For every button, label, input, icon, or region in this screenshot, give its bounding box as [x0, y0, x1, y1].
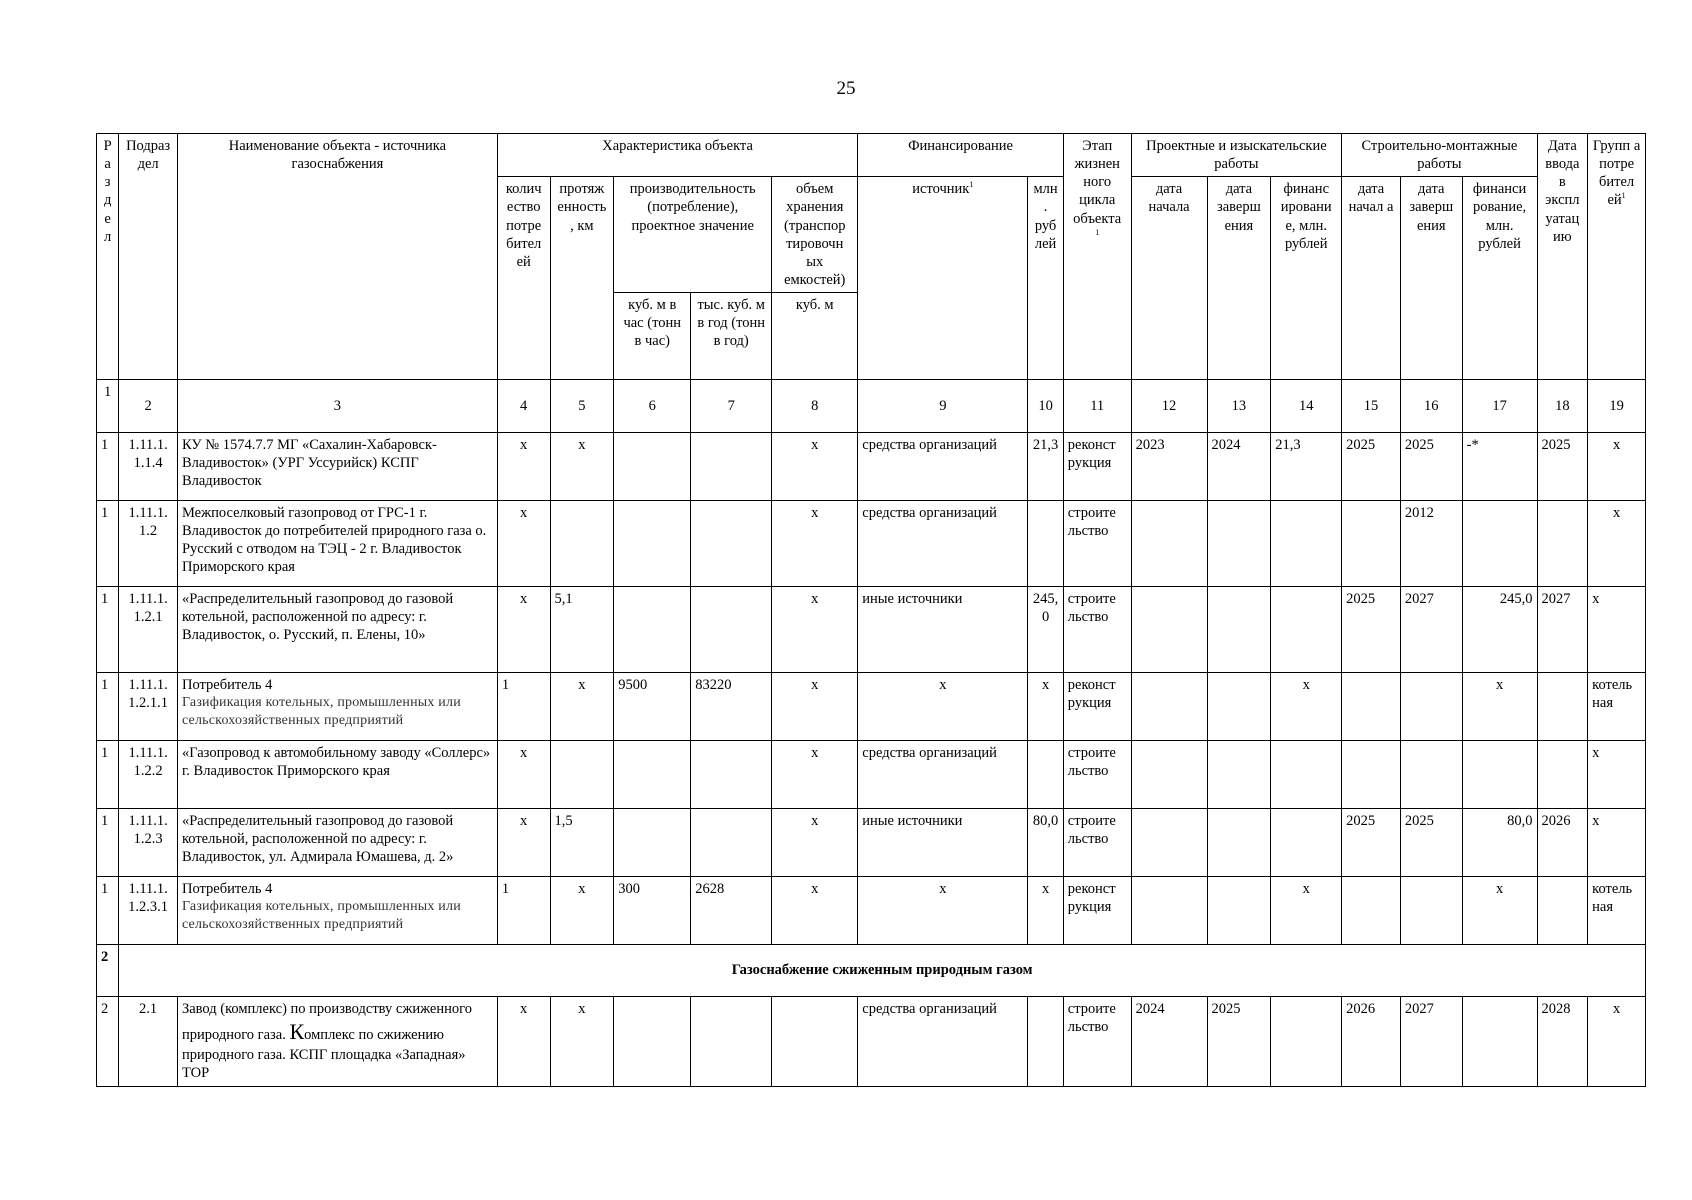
- cell-construction-start: [1342, 877, 1401, 945]
- cell-construction-start: 2025: [1342, 433, 1401, 501]
- table-row: [97, 809, 1646, 877]
- cell-construction-start: [1342, 741, 1401, 809]
- cell-construction-end: 2025: [1400, 433, 1462, 501]
- cell-commissioning: [1537, 501, 1588, 587]
- cell-per-year: [691, 433, 772, 501]
- cell-design-financing: 21,3: [1271, 433, 1342, 501]
- cell-mln: x: [1028, 673, 1063, 741]
- cell-subsection: 1.11.1. 1.2.3: [119, 809, 178, 877]
- cell-design-end: [1207, 673, 1271, 741]
- table-row: [97, 877, 1646, 945]
- header-construction-financing: финанси рование, млн. рублей: [1462, 177, 1537, 380]
- table-row: [97, 433, 1646, 501]
- cell-storage: x: [772, 587, 858, 673]
- column-number: 12: [1131, 380, 1207, 433]
- cell-source: средства организаций: [858, 997, 1028, 1087]
- object-name-part-1: Завод (комплекс) по производству сжиженного природного газа.: [181, 1001, 472, 1044]
- cell-design-financing: [1271, 587, 1342, 673]
- cell-construction-end: 2027: [1400, 997, 1462, 1087]
- cell-design-start: [1131, 501, 1207, 587]
- cell-per-hour: 300: [614, 877, 691, 945]
- cell-consumers: x: [497, 997, 550, 1087]
- cell-construction-start: [1342, 673, 1401, 741]
- cell-construction-end: [1400, 741, 1462, 809]
- cell-mln: [1028, 997, 1063, 1087]
- cell-design-financing: [1271, 997, 1342, 1087]
- column-number: 19: [1588, 380, 1646, 433]
- cell-per-hour: [614, 741, 691, 809]
- cell-object-name: [177, 877, 497, 945]
- cell-mln: 80,0: [1028, 809, 1063, 877]
- cell-group: x: [1588, 501, 1646, 587]
- cell-design-financing: [1271, 501, 1342, 587]
- cell-mln: x: [1028, 877, 1063, 945]
- cell-stage: строите льство: [1063, 809, 1131, 877]
- cell-section: 2: [97, 997, 119, 1087]
- cell-commissioning: 2026: [1537, 809, 1588, 877]
- cell-group: x: [1588, 997, 1646, 1087]
- cell-construction-end: 2027: [1400, 587, 1462, 673]
- header-storage-volume: объем хранения (транспор тировочн ых емкостей): [772, 177, 858, 293]
- cell-storage: x: [772, 741, 858, 809]
- header-group-sup: 1: [1621, 191, 1626, 201]
- column-number: 2: [119, 380, 178, 433]
- cell-commissioning: [1537, 673, 1588, 741]
- cell-design-start: [1131, 673, 1207, 741]
- cell-mln: [1028, 501, 1063, 587]
- cell-design-end: 2024: [1207, 433, 1271, 501]
- cell-design-start: 2024: [1131, 997, 1207, 1087]
- table-row: [97, 501, 1646, 587]
- header-characteristics: Характеристика объекта: [497, 134, 857, 177]
- cell-subsection: 1.11.1. 1.1.4: [119, 433, 178, 501]
- cell-object-name: «Распределительный газопровод до газовой котельной, расположенной по адресу: г. Владивосток, ул. Адмирала Юмашева, д. 2»: [177, 809, 497, 877]
- cell-section: 1: [97, 587, 119, 673]
- cell-consumers: x: [497, 433, 550, 501]
- consumer-label: Потребитель 4: [181, 881, 273, 897]
- cell-source: x: [858, 877, 1028, 945]
- cell-per-year: [691, 809, 772, 877]
- header-construction-end: дата заверш ения: [1400, 177, 1462, 380]
- cell-length: 5,1: [550, 587, 614, 673]
- cell-per-year: 83220: [691, 673, 772, 741]
- column-number-row: [97, 380, 1646, 433]
- cell-construction-end: [1400, 877, 1462, 945]
- cell-consumers: 1: [497, 673, 550, 741]
- table-row: [97, 741, 1646, 809]
- cell-length: 1,5: [550, 809, 614, 877]
- cell-object-name: «Распределительный газопровод до газовой котельной, расположенной по адресу: г. Владивосток, о. Русский, п. Елены, 10»: [177, 587, 497, 673]
- cell-mln: 21,3: [1028, 433, 1063, 501]
- header-consumer-group: [1588, 134, 1646, 380]
- column-number: 10: [1028, 380, 1063, 433]
- cell-per-year: [691, 587, 772, 673]
- cell-subsection: 1.11.1. 1.2.1: [119, 587, 178, 673]
- header-source-sup: 1: [969, 180, 974, 190]
- column-number: 8: [772, 380, 858, 433]
- section-row: [97, 945, 1646, 997]
- header-stage-text: Этап жизнен ного цикла объекта: [1073, 138, 1122, 227]
- cell-per-hour: [614, 433, 691, 501]
- cell-construction-financing: 80,0: [1462, 809, 1537, 877]
- cell-design-financing: [1271, 809, 1342, 877]
- cell-construction-end: 2025: [1400, 809, 1462, 877]
- cell-construction-end: 2012: [1400, 501, 1462, 587]
- cell-stage: строите льство: [1063, 997, 1131, 1087]
- cell-group: x: [1588, 587, 1646, 673]
- cell-per-year: [691, 997, 772, 1087]
- cell-stage: строите льство: [1063, 587, 1131, 673]
- header-capacity: производительность (потребление), проектное значение: [614, 177, 772, 293]
- cell-section: 1: [97, 809, 119, 877]
- cell-construction-financing: -*: [1462, 433, 1537, 501]
- cell-commissioning: 2028: [1537, 997, 1588, 1087]
- object-name-part-2: омплекс по сжижению природного газа. КСПГ площадка «Западная» ТОР: [181, 1027, 466, 1081]
- cell-object-name: КУ № 1574.7.7 МГ «Сахалин-Хабаровск-Владивосток» (УРГ Уссурийск) КСПГ Владивосток: [177, 433, 497, 501]
- header-storage-unit: куб. м: [772, 293, 858, 380]
- section-title: Газоснабжение сжиженным природным газом: [119, 945, 1646, 997]
- header-object-name: Наименование объекта - источника газоснабжения: [177, 134, 497, 380]
- cell-object-name: Межпоселковый газопровод от ГРС-1 г. Владивосток до потребителей природного газа о. Русский с отводом на ТЭЦ - 2 г. Владивосток Приморского края: [177, 501, 497, 587]
- column-number: 6: [614, 380, 691, 433]
- header-design-works: Проектные и изыскательские работы: [1131, 134, 1342, 177]
- consumer-description: Газификация котельных, промышленных или сельскохозяйственных предприятий: [181, 899, 461, 932]
- cell-object-name: «Газопровод к автомобильному заводу «Соллерс» г. Владивосток Приморского края: [177, 741, 497, 809]
- cell-group: x: [1588, 741, 1646, 809]
- cell-per-year: [691, 501, 772, 587]
- cell-consumers: x: [497, 501, 550, 587]
- cell-source: средства организаций: [858, 501, 1028, 587]
- cell-stage: строите льство: [1063, 741, 1131, 809]
- cell-commissioning: 2025: [1537, 433, 1588, 501]
- column-number: 7: [691, 380, 772, 433]
- cell-design-end: [1207, 587, 1271, 673]
- cell-length: [550, 741, 614, 809]
- column-number: 14: [1271, 380, 1342, 433]
- cell-construction-financing: [1462, 501, 1537, 587]
- cell-construction-financing: [1462, 997, 1537, 1087]
- cell-storage: x: [772, 501, 858, 587]
- header-construction-start: дата начал а: [1342, 177, 1401, 380]
- cell-storage: x: [772, 673, 858, 741]
- cell-per-hour: 9500: [614, 673, 691, 741]
- header-construction-works: Строительно-монтажные работы: [1342, 134, 1537, 177]
- cell-construction-start: [1342, 501, 1401, 587]
- cell-design-end: [1207, 809, 1271, 877]
- cell-construction-financing: x: [1462, 877, 1537, 945]
- cell-per-hour: [614, 997, 691, 1087]
- cell-subsection: 1.11.1. 1.2.1.1: [119, 673, 178, 741]
- header-per-hour: куб. м в час (тонн в час): [614, 293, 691, 380]
- header-subsection: Подраз дел: [119, 134, 178, 380]
- gas-supply-table: [96, 133, 1646, 1087]
- cell-section: 1: [97, 877, 119, 945]
- cell-construction-financing: [1462, 741, 1537, 809]
- cell-source: средства организаций: [858, 433, 1028, 501]
- cell-consumers: x: [497, 809, 550, 877]
- column-number: 13: [1207, 380, 1271, 433]
- cell-per-hour: [614, 809, 691, 877]
- cell-consumers: x: [497, 587, 550, 673]
- cell-source: средства организаций: [858, 741, 1028, 809]
- header-design-end: дата заверш ения: [1207, 177, 1271, 380]
- header-length: протяж енность , км: [550, 177, 614, 380]
- cell-group: котель ная: [1588, 673, 1646, 741]
- column-number: 18: [1537, 380, 1588, 433]
- column-number: 15: [1342, 380, 1401, 433]
- header-section: Р а з д е л: [97, 134, 119, 380]
- column-number: 4: [497, 380, 550, 433]
- cell-stage: строите льство: [1063, 501, 1131, 587]
- cell-storage: x: [772, 809, 858, 877]
- cell-design-start: [1131, 587, 1207, 673]
- cell-group: x: [1588, 809, 1646, 877]
- header-row-1: [97, 134, 1646, 177]
- consumer-label: Потребитель 4: [181, 677, 273, 693]
- cell-stage: реконст рукция: [1063, 673, 1131, 741]
- column-number: 16: [1400, 380, 1462, 433]
- cell-design-start: [1131, 741, 1207, 809]
- cell-design-start: [1131, 809, 1207, 877]
- cell-design-end: [1207, 741, 1271, 809]
- cell-construction-end: [1400, 673, 1462, 741]
- cell-commissioning: 2027: [1537, 587, 1588, 673]
- cell-subsection: 1.11.1. 1.2.2: [119, 741, 178, 809]
- cell-consumers: x: [497, 741, 550, 809]
- cell-mln: [1028, 741, 1063, 809]
- cell-subsection: 1.11.1. 1.2: [119, 501, 178, 587]
- cell-source: иные источники: [858, 587, 1028, 673]
- header-mln-rub: млн . руб лей: [1028, 177, 1063, 380]
- cell-design-financing: [1271, 741, 1342, 809]
- section-number: 2: [97, 945, 119, 997]
- cell-per-hour: [614, 587, 691, 673]
- cell-storage: x: [772, 433, 858, 501]
- page-number: 25: [836, 78, 856, 99]
- header-design-financing: финанс ировани е, млн. рублей: [1271, 177, 1342, 380]
- cell-storage: [772, 997, 858, 1087]
- column-number: 17: [1462, 380, 1537, 433]
- cell-design-financing: x: [1271, 673, 1342, 741]
- cell-design-start: 2023: [1131, 433, 1207, 501]
- header-consumers-count: колич ество потре бител ей: [497, 177, 550, 380]
- cell-length: x: [550, 433, 614, 501]
- cell-stage: реконст рукция: [1063, 433, 1131, 501]
- cell-per-hour: [614, 501, 691, 587]
- header-per-year: тыс. куб. м в год (тонн в год): [691, 293, 772, 380]
- cell-stage: реконст рукция: [1063, 877, 1131, 945]
- cell-source: иные источники: [858, 809, 1028, 877]
- cell-section: 1: [97, 433, 119, 501]
- cell-section: 1: [97, 673, 119, 741]
- cell-subsection: 2.1: [119, 997, 178, 1087]
- header-group-text: Групп а потре бител ей: [1592, 138, 1641, 209]
- header-source-text: источник: [912, 181, 970, 198]
- cell-design-financing: x: [1271, 877, 1342, 945]
- cell-design-start: [1131, 877, 1207, 945]
- column-number: 1: [97, 380, 119, 433]
- cell-length: x: [550, 997, 614, 1087]
- header-design-start: дата начала: [1131, 177, 1207, 380]
- cell-commissioning: [1537, 877, 1588, 945]
- column-number: 11: [1063, 380, 1131, 433]
- header-stage: [1063, 134, 1131, 380]
- table-row: [97, 997, 1646, 1087]
- cell-design-end: [1207, 877, 1271, 945]
- cell-object-name: [177, 997, 497, 1087]
- gas-supply-table-wrapper: [96, 133, 1646, 1087]
- column-number: 9: [858, 380, 1028, 433]
- cell-storage: x: [772, 877, 858, 945]
- table-row: [97, 587, 1646, 673]
- consumer-description: Газификация котельных, промышленных или сельскохозяйственных предприятий: [181, 695, 461, 728]
- cell-object-name: [177, 673, 497, 741]
- cell-construction-financing: x: [1462, 673, 1537, 741]
- column-number: 5: [550, 380, 614, 433]
- cell-per-year: 2628: [691, 877, 772, 945]
- header-stage-sup: 1: [1095, 227, 1100, 237]
- cell-length: x: [550, 673, 614, 741]
- cell-length: [550, 501, 614, 587]
- header-source: [858, 177, 1028, 380]
- cell-length: x: [550, 877, 614, 945]
- cell-per-year: [691, 741, 772, 809]
- object-name-capital: К: [289, 1019, 305, 1045]
- table-row: [97, 673, 1646, 741]
- cell-section: 1: [97, 741, 119, 809]
- cell-mln: 245, 0: [1028, 587, 1063, 673]
- cell-design-end: 2025: [1207, 997, 1271, 1087]
- header-commissioning-date: Дата ввода в экспл уатац ию: [1537, 134, 1588, 380]
- cell-construction-start: 2025: [1342, 587, 1401, 673]
- cell-construction-financing: 245,0: [1462, 587, 1537, 673]
- cell-commissioning: [1537, 741, 1588, 809]
- cell-group: x: [1588, 433, 1646, 501]
- cell-source: x: [858, 673, 1028, 741]
- cell-consumers: 1: [497, 877, 550, 945]
- cell-section: 1: [97, 501, 119, 587]
- cell-construction-start: 2025: [1342, 809, 1401, 877]
- cell-construction-start: 2026: [1342, 997, 1401, 1087]
- cell-group: котель ная: [1588, 877, 1646, 945]
- header-financing: Финансирование: [858, 134, 1064, 177]
- column-number: 3: [177, 380, 497, 433]
- cell-design-end: [1207, 501, 1271, 587]
- cell-subsection: 1.11.1. 1.2.3.1: [119, 877, 178, 945]
